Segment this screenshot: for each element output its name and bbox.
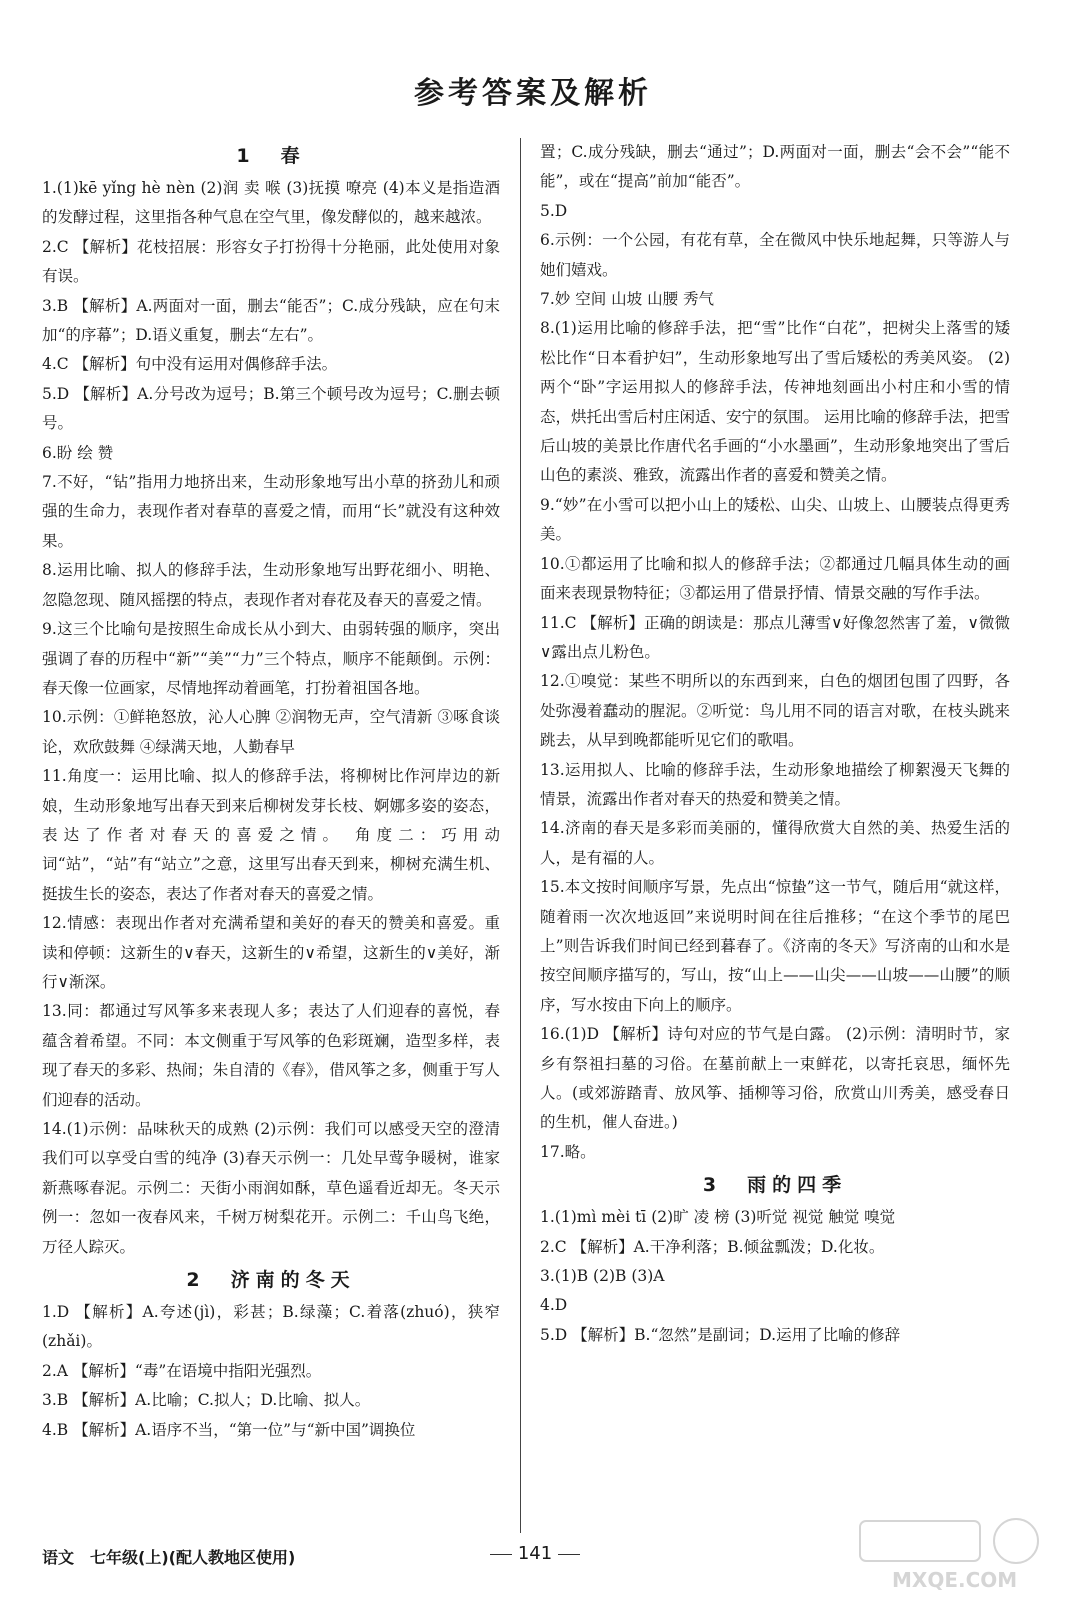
- answer-item: 2.C 【解析】A.干净利落；B.倾盆瓢泼；D.化妆。: [540, 1237, 885, 1256]
- right-column: [540, 138, 1010, 1350]
- watermark-logo: [858, 1515, 1048, 1593]
- answer-item: 3.B 【解析】A.比喻；C.拟人；D.比喻、拟人。: [42, 1391, 371, 1410]
- answer-item: 5.D 【解析】A.分号改为逗号；B.第三个顿号改为逗号；C.删去顿号。: [42, 384, 500, 433]
- section-heading: 2 济南的冬天: [186, 1269, 356, 1292]
- answer-item: 1.(1)mì mèi tī (2)旷 凌 榜 (3)听觉 视觉 触觉 嗅觉: [540, 1208, 896, 1227]
- left-column: [42, 138, 500, 1445]
- column-divider: [520, 138, 521, 1533]
- answer-item: 2.C 【解析】花枝招展：形容女子打扮得十分艳丽，此处使用对象有误。: [42, 237, 500, 286]
- answer-item: 12.情感：表现出作者对充满希望和美好的春天的赞美和喜爱。重读和停顿：这新生的∨春天，这新生的∨希望，这新生的∨美好，渐行∨渐深。: [42, 914, 500, 991]
- section-heading: 1 春: [236, 145, 306, 167]
- answer-item: 6.示例：一个公园，有花有草，全在微风中快乐地起舞，只等游人与她们嬉戏。: [540, 231, 1010, 279]
- page-number: [475, 1543, 595, 1564]
- answer-item: 11.C 【解析】正确的朗读是：那点儿薄雪∨好像忽然害了羞，∨微微∨露出点儿粉色。: [540, 613, 1010, 661]
- page-title: 参考答案及解析: [414, 76, 652, 111]
- answer-item: 7.妙 空间 山坡 山腰 秀气: [540, 290, 714, 309]
- answer-item: 10.示例：①鲜艳怒放，沁人心脾 ②润物无声，空气清新 ③啄食谈论，欢欣鼓舞 ④绿满天地，人勤春早: [42, 708, 500, 756]
- answer-item: 3.(1)B (2)B (3)A: [540, 1267, 665, 1286]
- answer-item: 10.①都运用了比喻和拟人的修辞手法；②都通过几幅具体生动的画面来表现景物特征；③都运用了借景抒情、情景交融的写作手法。: [540, 554, 1010, 603]
- answer-item: 9.这三个比喻句是按照生命成长从小到大、由弱转强的顺序，突出强调了春的历程中“新”“美”“力”三个特点，顺序不能颠倒。示例：春天像一位画家，尽情地挥动着画笔，打扮着祖国各地。: [42, 620, 500, 697]
- answer-item: 16.(1)D 【解析】诗句对应的节气是白露。 (2)示例：清明时节，家乡有祭祖扫墓的习俗。在墓前献上一束鲜花，以寄托哀思，缅怀先人。(或郊游踏青、放风筝、插柳等习俗，欣赏山川秀美，感受春日的生机，催人奋进。): [540, 1025, 1010, 1132]
- answer-item: 9.“妙”在小雪可以把小山上的矮松、山尖、山坡上、山腰装点得更秀美。: [540, 495, 1010, 544]
- footer-subject: 语文 七年级(上)(配人教地区使用): [42, 1548, 296, 1567]
- answer-item: 4.C 【解析】句中没有运用对偶修辞手法。: [42, 355, 338, 374]
- answer-item: 11.角度一：运用比喻、拟人的修辞手法，将柳树比作河岸边的新娘，生动形象地写出春天到来后柳树发芽长枝、婀娜多姿的姿态，表达了作者对春天的喜爱之情。 角度二：巧用动词“站”，“站”有“站立”之意，这里写出春天到来，柳树充满生机、挺拔生长的姿态，表达了作者对春天的喜爱之情。: [42, 767, 500, 903]
- answer-item: 13.运用拟人、比喻的修辞手法，生动形象地描绘了柳絮漫天飞舞的情景，流露出作者对春天的热爱和赞美之情。: [540, 760, 1010, 808]
- answer-item: 8.运用比喻、拟人的修辞手法，生动形象地写出野花细小、明艳、忽隐忽现、随风摇摆的特点，表现作者对春花及春天的喜爱之情。: [42, 561, 500, 609]
- answer-item: 5.D 【解析】B.“忽然”是副词；D.运用了比喻的修辞: [540, 1325, 901, 1344]
- page-number-text: 141: [517, 1543, 553, 1564]
- answer-item: 7.不好，“钻”指用力地挤出来，生动形象地写出小草的挤劲儿和顽强的生命力，表现作者对春草的喜爱之情，而用“长”就没有这种效果。: [42, 473, 500, 550]
- answer-item: 1.D 【解析】A.夸述(jì)，彩甚；B.绿藻；C.着落(zhuó)，狭窄(zhǎi)。: [42, 1303, 500, 1351]
- answer-item: 5.D: [540, 201, 568, 220]
- answer-item: 6.盼 绘 赞: [42, 443, 114, 462]
- answer-item: 15.本文按时间顺序写景，先点出“惊蛰”这一节气，随后用“就这样，随着雨一次次地返回”来说明时间在往后推移；“在这个季节的尾巴上”则告诉我们时间已经到暮春了。《济南的冬天》写济南的山和水是按空间顺序描写的，写山，按“山上——山尖——山坡——山腰”的顺序，写水按由下向上的顺序。: [540, 878, 1010, 1014]
- answer-item: 17.略。: [540, 1142, 596, 1161]
- answer-item: 4.D: [540, 1296, 568, 1315]
- svg-text:MXQE.COM: MXQE.COM: [892, 1568, 1018, 1592]
- answer-item: 3.B 【解析】A.两面对一面，删去“能否”；C.成分残缺，应在句末加“的序幕”；D.语义重复，删去“左右”。: [42, 296, 500, 345]
- answer-item: 8.(1)运用比喻的修辞手法，把“雪”比作“白花”，把树尖上落雪的矮松比作“日本看护妇”，生动形象地写出了雪后矮松的秀美风姿。 (2)两个“卧”字运用拟人的修辞手法，传神地刻画出小村庄和小雪的情态，烘托出雪后村庄闲适、安宁的氛围。 运用比喻的修辞手法，把雪后山坡的美景比作唐代名手画的“小水墨画”，生动形象地突出了雪后山色的素淡、雅致，流露出作者的喜爱和赞美之情。: [540, 319, 1010, 485]
- answer-item: 12.①嗅觉：某些不明所以的东西到来，白色的烟团包围了四野，各处弥漫着蠢动的腥泥。②听觉：鸟儿用不同的语言对歌，在枝头跳来跳去，从早到晚都能听见它们的歌唱。: [540, 672, 1010, 750]
- answer-item: 置；C.成分残缺，删去“通过”；D.两面对一面，删去“会不会”“能不能”，或在“提高”前加“能否”。: [540, 143, 1010, 191]
- answer-item: 14.济南的春天是多彩而美丽的，懂得欣赏大自然的美、热爱生活的人，是有福的人。: [540, 819, 1010, 867]
- answer-item: 1.(1)kē yǐng hè nèn (2)润 卖 喉 (3)抚摸 嘹亮 (4)本义是指造酒的发酵过程，这里指各种气息在空气里，像发酵似的，越来越浓。: [42, 179, 500, 227]
- answer-item: 13.同：都通过写风筝多来表现人多；表达了人们迎春的喜悦，春蕴含着希望。不同：本文侧重于写风筝的色彩斑斓，造型多样，表现了春天的多彩、热闹；朱自清的《春》，借风筝之多，侧重于写人们迎春的活动。: [42, 1002, 500, 1109]
- answer-item: 14.(1)示例：品味秋天的成熟 (2)示例：我们可以感受天空的澄清 我们可以享受白雪的纯净 (3)春天示例一：几处早莺争暖树，谁家新燕啄春泥。示例二：天街小雨润如酥，草色遥看近却无。冬天示例一：忽如一夜春风来，千树万树梨花开。示例二：千山鸟飞绝，万径人踪灭。: [42, 1120, 500, 1256]
- answer-item: 2.A 【解析】“毒”在语境中指阳光强烈。: [42, 1361, 322, 1380]
- section-heading: 3 雨的四季: [702, 1174, 848, 1197]
- answer-item: 4.B 【解析】A.语序不当，“第一位”与“新中国”调换位: [42, 1420, 416, 1439]
